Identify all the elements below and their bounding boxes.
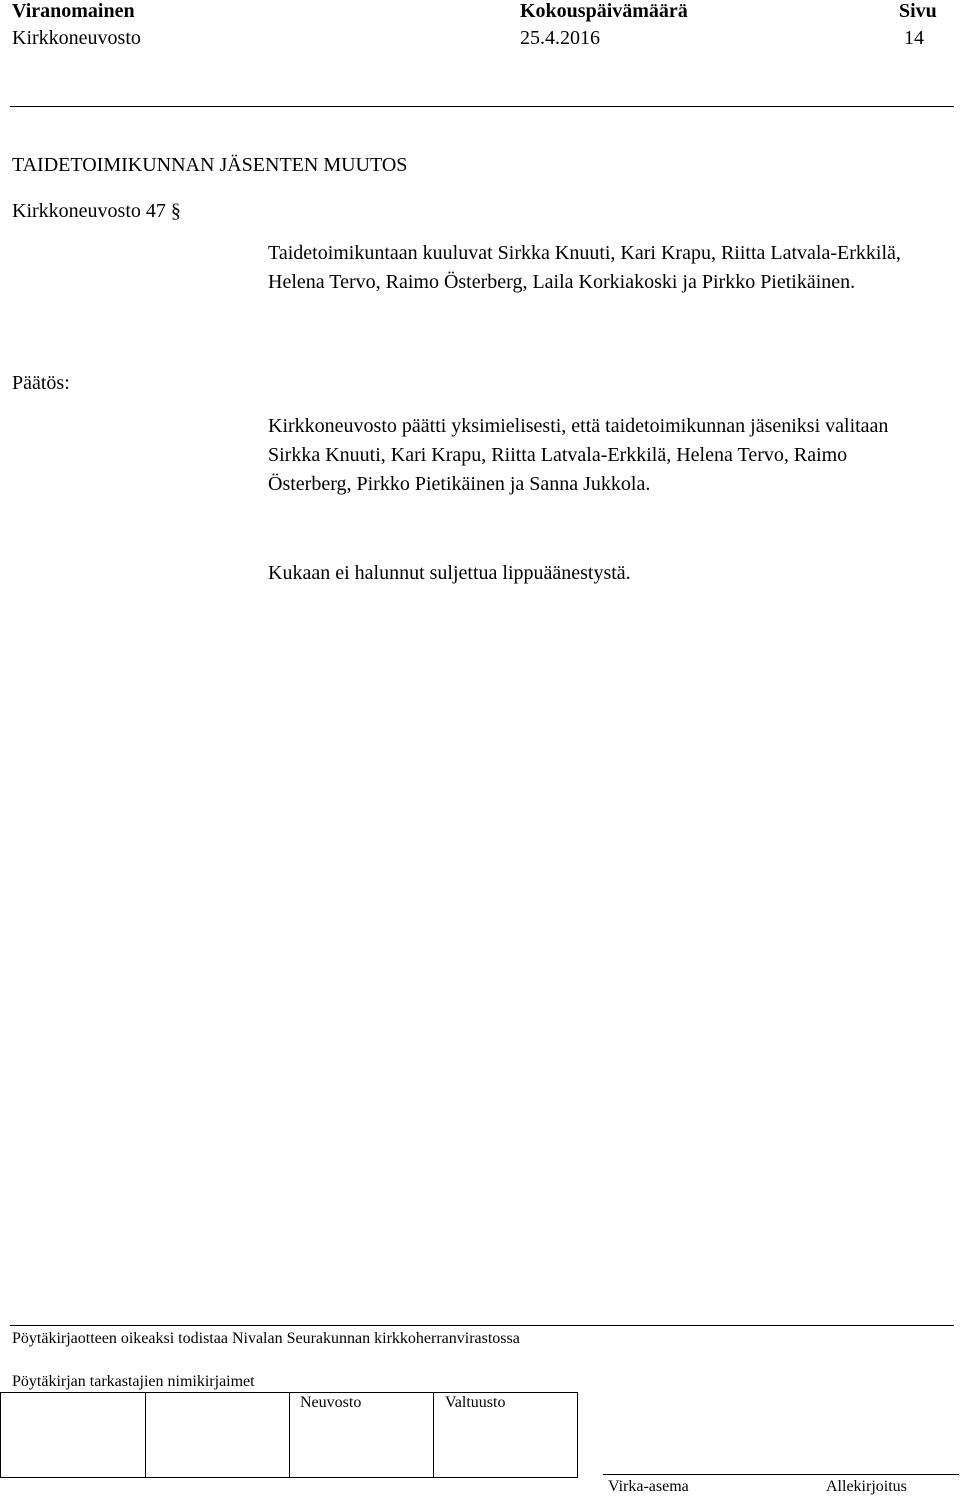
neuvosto-label: Neuvosto	[300, 1394, 362, 1411]
header-org-label: Viranomainen	[12, 0, 135, 22]
document-title: TAIDETOIMIKUNNAN JÄSENTEN MUUTOS	[12, 154, 408, 176]
valtuusto-label: Valtuusto	[445, 1394, 506, 1411]
initials-box-divider-3	[433, 1392, 434, 1478]
header-page-value: 14	[904, 27, 924, 49]
ballot-note: Kukaan ei halunnut suljettua lippuäänestystä.	[268, 562, 631, 584]
header-date-label: Kokouspäivämäärä	[520, 0, 688, 22]
footer-divider	[10, 1325, 954, 1326]
header-page-label: Sivu	[899, 0, 937, 22]
initials-box-divider-1	[145, 1392, 146, 1478]
initials-box-divider-2	[289, 1392, 290, 1478]
header-org-value: Kirkkoneuvosto	[12, 27, 141, 49]
signature-line	[603, 1474, 959, 1475]
header-divider	[10, 106, 954, 107]
position-label: Virka-asema	[608, 1478, 689, 1495]
signature-label: Allekirjoitus	[826, 1478, 907, 1495]
initials-label: Pöytäkirjan tarkastajien nimikirjaimet	[12, 1373, 255, 1390]
section-reference: Kirkkoneuvosto 47 §	[12, 200, 181, 222]
decision-label: Päätös:	[12, 372, 70, 394]
certification-text: Pöytäkirjaotteen oikeaksi todistaa Nivalan Seurakunnan kirkkoherranvirastossa	[12, 1330, 520, 1347]
intro-paragraph: Taidetoimikuntaan kuuluvat Sirkka Knuuti, Kari Krapu, Riitta Latvala-Erkkilä, Helena Tervo, Raimo Österberg, Laila Korkiakoski ja Pirkko Pietikäinen.	[268, 242, 901, 293]
decision-paragraph: Kirkkoneuvosto päätti yksimielisesti, että taidetoimikunnan jäseniksi valitaan Sirkka Knuuti, Kari Krapu, Riitta Latvala-Erkkilä, Helena Tervo, Raimo Österberg, Pirkko Pietikäinen ja Sanna Jukkola.	[268, 415, 889, 495]
header-date-value: 25.4.2016	[520, 27, 600, 49]
